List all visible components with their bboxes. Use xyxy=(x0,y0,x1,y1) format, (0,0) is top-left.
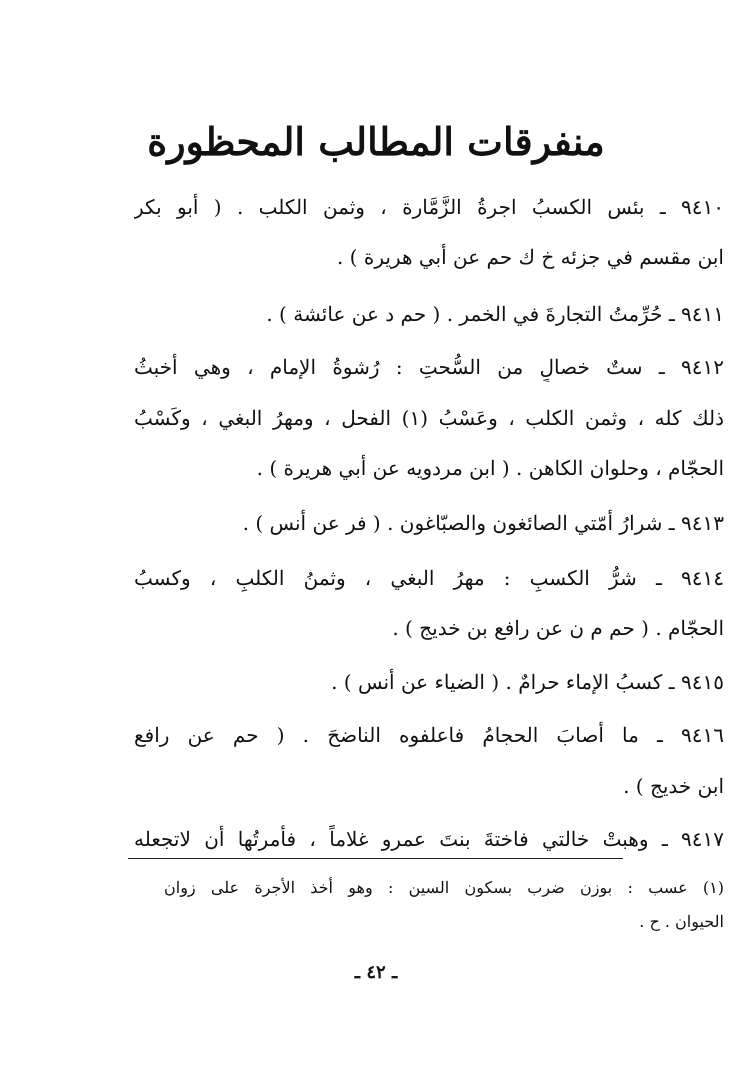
entry-9414-line-1: ٩٤١٤ ـ شرُّ الكسبِ : مهرُ البغي ، وثمنُ الكلبِ ، وكسبُ xyxy=(134,566,724,590)
entry-9413-line-1: ٩٤١٣ ـ شرارُ أمّتي الصائغون والصبّاغون . ( فر عن أنس ) . xyxy=(242,511,724,535)
entry-9412-line-3: الحجّام ، وحلوان الكاهن . ( ابن مردويه عن أبي هريرة ) . xyxy=(256,456,724,480)
entry-9417-line-1: ٩٤١٧ ـ وهبتْ خالتي فاختةَ بنتَ عمرو غلاماً ، فأمرتُها أن لاتجعله xyxy=(134,827,724,851)
entry-9416-line-2: ابن خديج ) . xyxy=(623,774,724,798)
page-title: منفرقات المطالب المحظورة xyxy=(147,119,605,164)
page-number: ـ ٤٢ ـ xyxy=(354,962,398,983)
footnote-divider xyxy=(128,858,623,859)
entry-9410-line-1: ٩٤١٠ ـ بئس الكسبُ اجرةُ الزَّمَّارة ، وثمن الكلب . ( أبو بكر xyxy=(134,195,724,219)
entry-9414-line-2: الحجّام . ( حم م ن عن رافع بن خديج ) . xyxy=(392,616,724,640)
entry-9411-line-1: ٩٤١١ ـ حُرِّمتُ التجارةَ في الخمر . ( حم د عن عائشة ) . xyxy=(266,302,724,326)
entry-9415-line-1: ٩٤١٥ ـ كسبُ الإماء حرامٌ . ( الضياء عن أنس ) . xyxy=(331,670,724,694)
footnote-line-1: (١) عسب : بوزن ضرب بسكون السين : وهو أخذ الأجرة على زوان xyxy=(164,878,724,897)
footnote-line-2: الحيوان . ح . xyxy=(639,912,724,931)
entry-9412-line-2: ذلك كله ، وثمن الكلب ، وعَسْبُ (١) الفحل ، ومهرُ البغي ، وكَسْبُ xyxy=(134,406,724,430)
entry-9416-line-1: ٩٤١٦ ـ ما أصابَ الحجامُ فاعلفوه الناضحَ . ( حم عن رافع xyxy=(134,723,724,747)
entry-9410-line-2: ابن مقسم في جزئه خ ك حم عن أبي هريرة ) . xyxy=(336,245,724,269)
entry-9412-line-1: ٩٤١٢ ـ ستٌ خصالٍ من السُّحتِ : رُشوةُ الإمام ، وهي أخبثُ xyxy=(134,355,724,379)
